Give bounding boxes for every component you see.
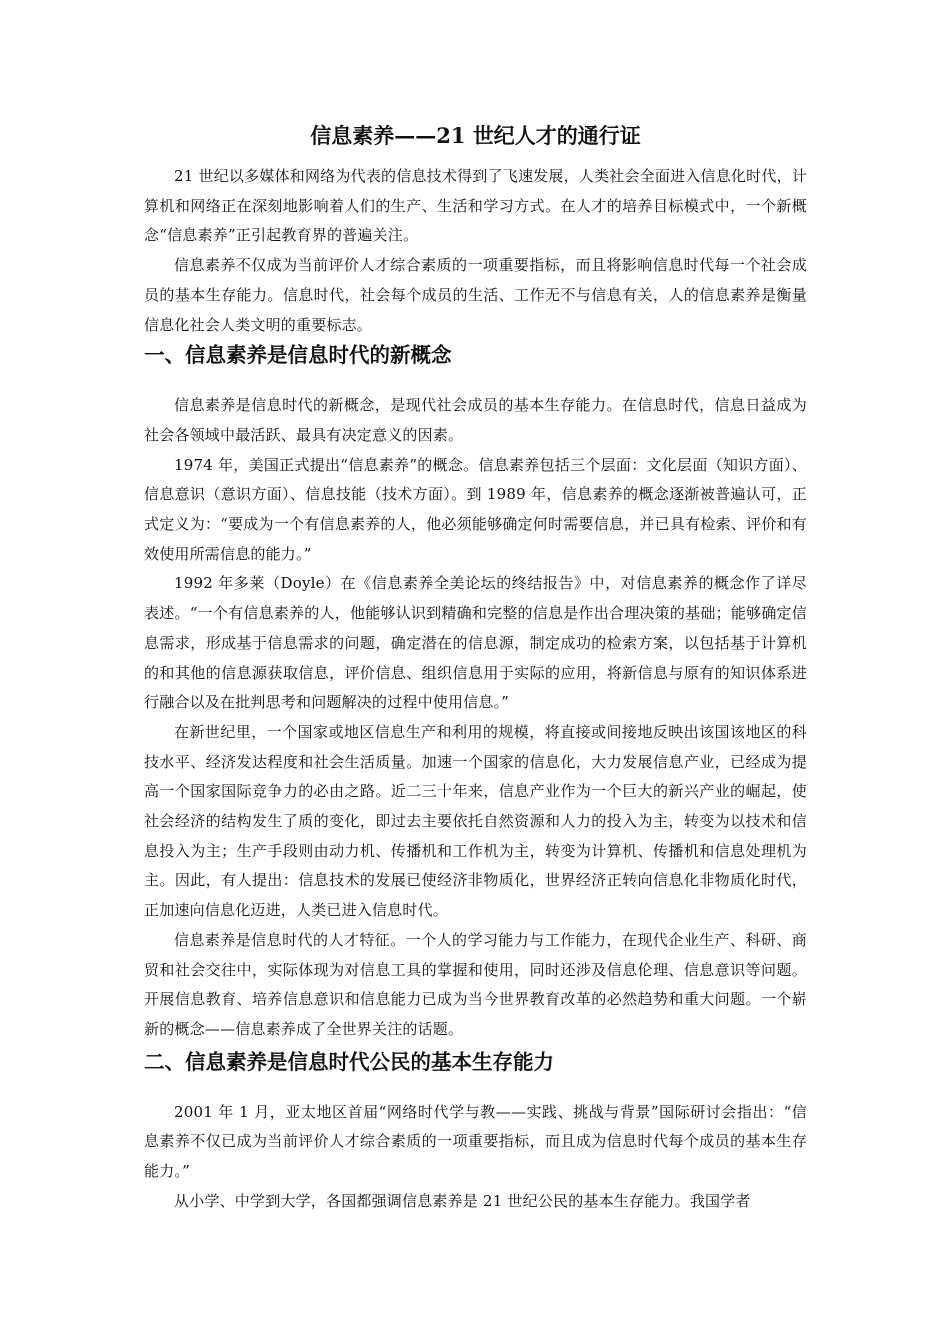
intro-paragraph-1: 21 世纪以多媒体和网络为代表的信息技术得到了飞速发展，人类社会全面进入信息化时代，计算机和网络正在深刻地影响着人们的生产、生活和学习方式。在人才的培养目标模式中，一个新概念“信息素养”正引起教育界的普遍关注。 [144, 167, 807, 245]
document-title: 信息素养——21 世纪人才的通行证 [310, 123, 641, 148]
section-1-heading: 一、信息素养是信息时代的新概念 [144, 343, 452, 368]
section-1-paragraph-4: 在新世纪里，一个国家或地区信息生产和利用的规模，将直接或间接地反映出该国该地区的科技水平、经济发达程度和社会生活质量。加速一个国家的信息化，大力发展信息产业，已经成为提高一个国家国际竞争力的必由之路。近二三十年来，信息产业作为一个巨大的新兴产业的崛起，使社会经济的结构发生了质的变化，即过去主要依托自然资源和人力的投入为主，转变为以技术和信息投入为主；生产手段则由动力机、传播机和工作机为主，转变为计算机、传播机和信息处理机为主。因此，有人提出：信息技术的发展已使经济非物质化，世界经济正转向信息化非物质化时代，正加速向信息化迈进，人类已进入信息时代。 [144, 722, 807, 920]
section-2-paragraph-1: 2001 年 1 月，亚太地区首届“网络时代学与教——实践、挑战与背景”国际研讨会指出：“信息素养不仅已成为当前评价人才综合素质的一项重要指标，而且成为信息时代每个成员的基本生存能力。” [144, 1102, 807, 1181]
section-1-paragraph-3: 1992 年多莱（Doyle）在《信息素养全美论坛的终结报告》中，对信息素养的概念作了详尽表述。“一个有信息素养的人，他能够认识到精确和完整的信息是作出合理决策的基础；能够确定信息需求，形成基于信息需求的问题，确定潜在的信息源，制定成功的检索方案，以包括基于计算机的和其他的信息源获取信息，评价信息、组织信息用于实际的应用，将新信息与原有的知识体系进行融合以及在批判思考和问题解决的过程中使用信息。” [144, 574, 807, 712]
document-body [144, 118, 807, 1217]
intro-paragraph-2: 信息素养不仅成为当前评价人才综合素质的一项重要指标，而且将影响信息时代每一个社会成员的基本生存能力。信息时代，社会每个成员的生活、工作无不与信息有关，人的信息素养是衡量信息化社会人类文明的重要标志。 [144, 256, 807, 334]
section-2-paragraph-2: 从小学、中学到大学，各国都强调信息素养是 21 世纪公民的基本生存能力。我国学者 [174, 1191, 751, 1210]
section-1-paragraph-1: 信息素养是信息时代的新概念，是现代社会成员的基本生存能力。在信息时代，信息日益成为社会各领域中最活跃、最具有决定意义的因素。 [144, 396, 807, 444]
section-1-paragraph-2: 1974 年，美国正式提出“信息素养”的概念。信息素养包括三个层面：文化层面（知识方面）、信息意识（意识方面）、信息技能（技术方面）。到 1989 年，信息素养的概念逐渐被普遍认可，正式定义为：“要成为一个有信息素养的人，他必须能够确定何时需要信息，并已具有检索、评价和有效使用所需信息的能力。” [144, 455, 807, 563]
section-2-heading: 二、信息素养是信息时代公民的基本生存能力 [144, 1049, 554, 1074]
section-1-paragraph-5: 信息素养是信息时代的人才特征。一个人的学习能力与工作能力，在现代企业生产、科研、商贸和社会交往中，实际体现为对信息工具的掌握和使用，同时还涉及信息伦理、信息意识等问题。开展信息教育、培养信息意识和信息能力已成为当今世界教育改革的必然趋势和重大问题。一个崭新的概念——信息素养成了全世界关注的话题。 [144, 930, 807, 1038]
